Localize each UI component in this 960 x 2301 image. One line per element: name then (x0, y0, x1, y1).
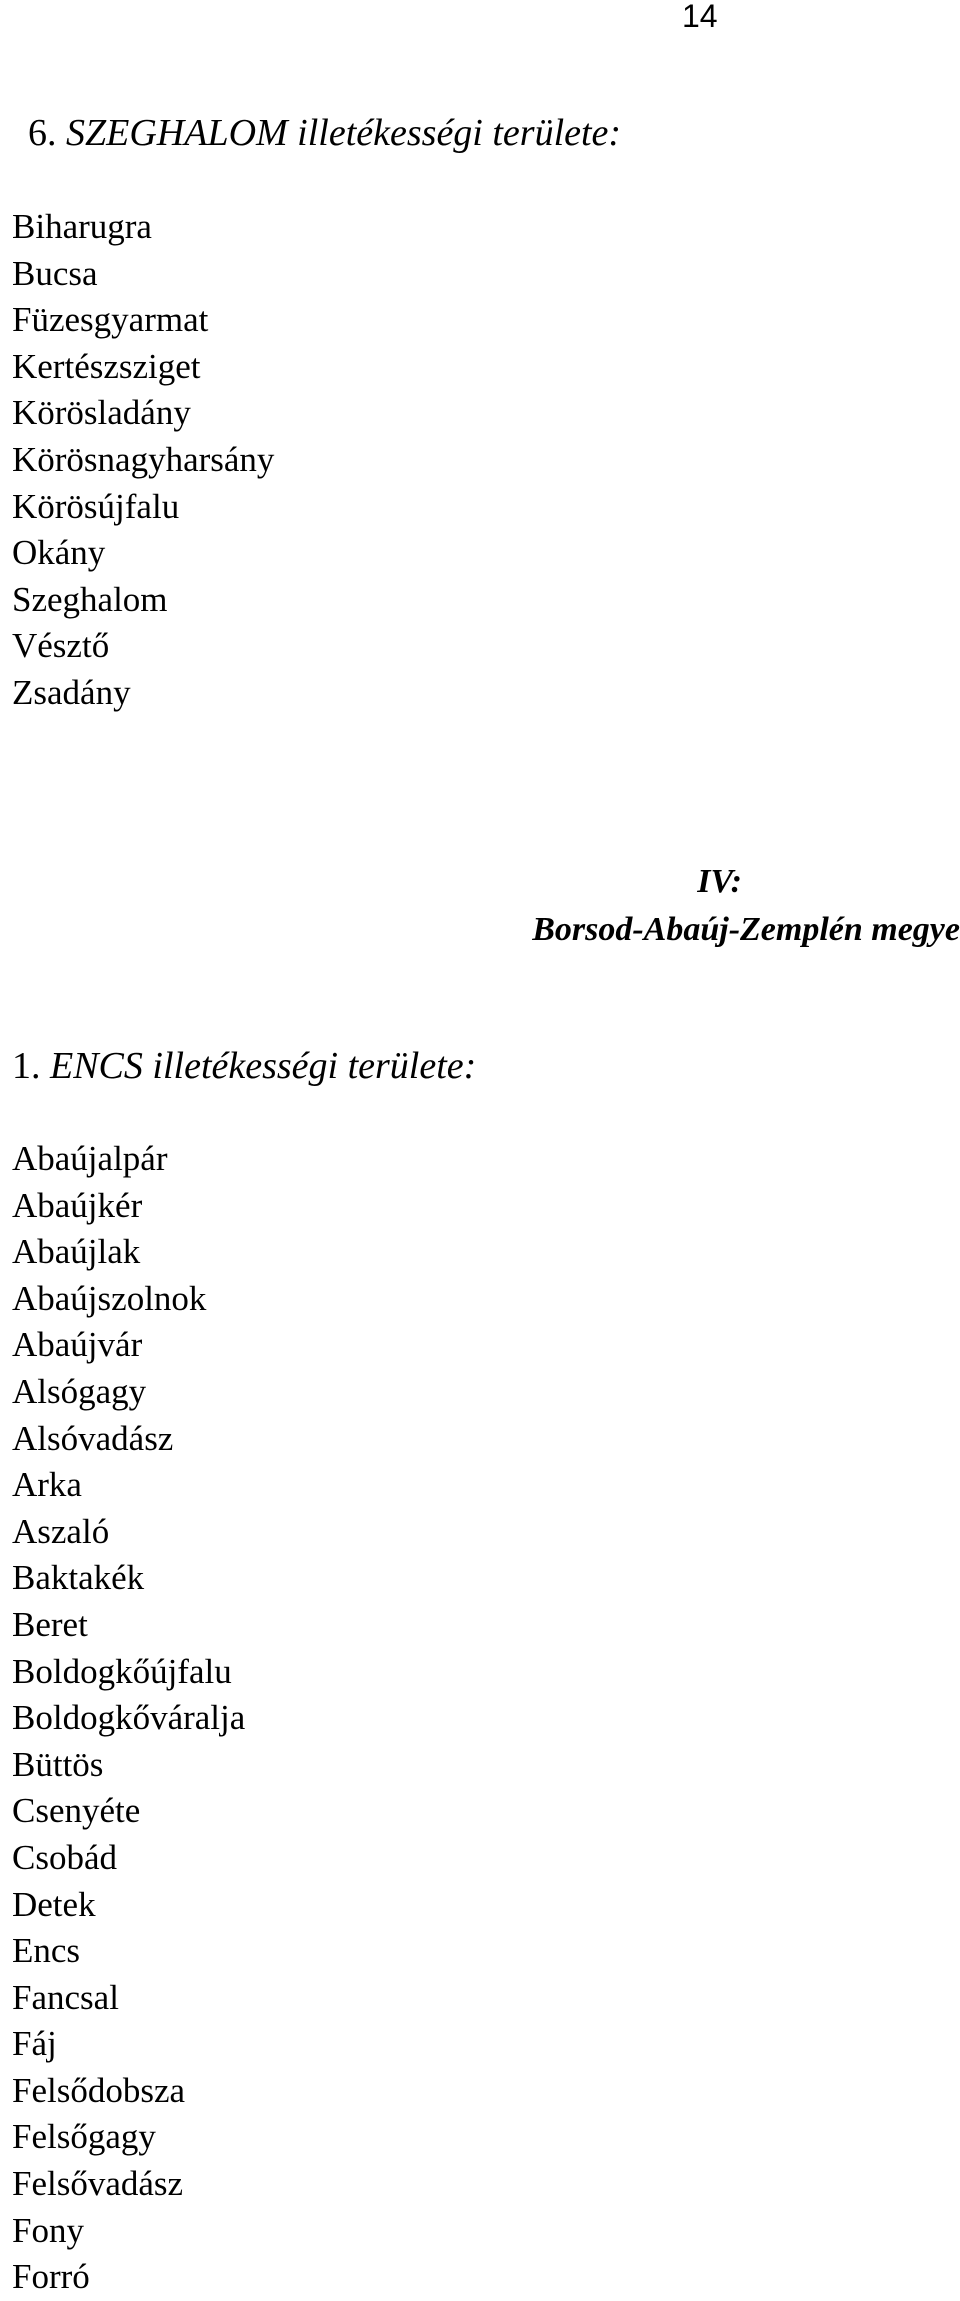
list-item: Abaújalpár (12, 1139, 168, 1178)
list-item: Abaújlak (12, 1232, 141, 1272)
list-item: Arka (12, 1465, 82, 1505)
list-item: Felsőgagy (12, 2117, 156, 2157)
list-item: Szeghalom (12, 579, 168, 619)
list-item: Aszaló (12, 1511, 110, 1551)
county-name: Borsod-Abaúj-Zemplén megye (532, 911, 960, 948)
list-item: Fancsal (12, 1977, 119, 2017)
section-heading-szeghalom (28, 110, 621, 156)
list-item: Abaújkér (12, 1185, 143, 1225)
list-item: Forró (12, 2257, 90, 2297)
section-number: 6. (28, 112, 57, 154)
list-item: Körösnagyharsány (12, 439, 275, 479)
list-item: Boldogkőújfalu (12, 1651, 232, 1691)
list-item: Boldogkőváralja (12, 1698, 246, 1738)
town-list-szeghalom (12, 204, 274, 717)
list-item: Zsadány (12, 672, 131, 712)
list-item: Felsővadász (12, 2164, 184, 2204)
county-heading (340, 858, 960, 954)
list-item: Büttös (12, 1744, 104, 1784)
list-item: Csobád (12, 1837, 117, 1877)
list-item: Baktakék (12, 1558, 145, 1598)
list-item: Beret (12, 1604, 88, 1644)
list-item: Felsődobsza (12, 2070, 186, 2110)
list-item: Alsóvadász (12, 1418, 174, 1458)
list-item: Detek (12, 1884, 96, 1924)
list-item: Vésztő (12, 626, 110, 666)
list-item: Fáj (12, 2024, 57, 2064)
list-item: Biharugra (12, 207, 152, 246)
list-item: Abaújvár (12, 1325, 143, 1365)
county-roman-numeral: IV: (697, 863, 742, 900)
list-item: Alsógagy (12, 1371, 147, 1411)
list-item: Bucsa (12, 253, 98, 293)
page-number: 14 (682, 0, 718, 34)
section-title: SZEGHALOM illetékességi területe: (66, 112, 622, 154)
list-item: Kertészsziget (12, 346, 201, 386)
town-list-encs (12, 1136, 245, 2301)
list-item: Fony (12, 2210, 84, 2250)
list-item: Körösladány (12, 393, 191, 433)
list-item: Abaújszolnok (12, 1278, 207, 1318)
list-item: Füzesgyarmat (12, 300, 209, 340)
list-item: Okány (12, 533, 106, 573)
section-number: 1. (12, 1045, 41, 1087)
section-title: ENCS illetékességi területe: (50, 1045, 477, 1087)
list-item: Csenyéte (12, 1791, 141, 1831)
list-item: Encs (12, 1931, 81, 1971)
list-item: Körösújfalu (12, 486, 180, 526)
section-heading-encs (12, 1043, 476, 1089)
